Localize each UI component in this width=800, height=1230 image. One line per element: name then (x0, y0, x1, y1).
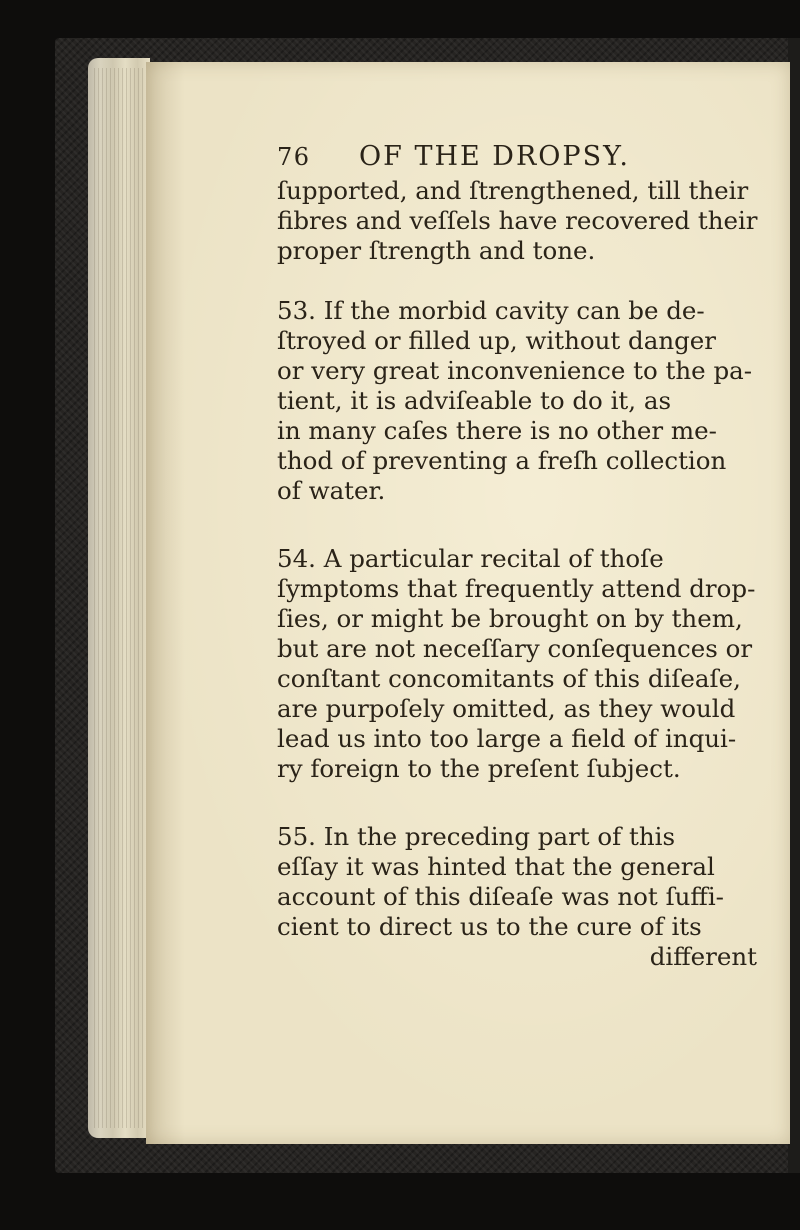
text-line: fibres and veſſels have recovered their (277, 206, 758, 235)
text-line: ſupported, and ſtrengthened, till their (277, 176, 749, 205)
text-line: tient, it is adviſeable to do it, as (277, 386, 672, 415)
page-text (277, 136, 757, 972)
running-title: OF THE DROPSY. (359, 141, 630, 172)
text-line: ry foreign to the preſent ſubject. (277, 754, 681, 783)
text-line: ſymptoms that frequently attend drop- (277, 574, 756, 603)
text-line: lead us into too large a field of inqui- (277, 724, 737, 753)
text-line: in many caſes there is no other me- (277, 416, 717, 445)
page-number: 76 (277, 143, 311, 171)
text-line: ſies, or might be brought on by them, (277, 604, 743, 633)
paragraph-gap (277, 784, 757, 822)
paragraph-54 (277, 544, 757, 784)
text-line: thod of preventing a freſh collection (277, 446, 727, 475)
text-line: 55. In the preceding part of this (277, 822, 676, 851)
text-line: account of this diſeaſe was not ſuffi- (277, 882, 724, 911)
paragraph-55 (277, 822, 757, 972)
page-edges (88, 58, 150, 1138)
text-line: or very great inconvenience to the pa- (277, 356, 753, 385)
text-line: of water. (277, 476, 386, 505)
paragraph-gap (277, 506, 757, 544)
text-line: eſſay it was hinted that the general (277, 852, 715, 881)
paragraph-gap (277, 266, 757, 296)
text-line: are purpoſely omitted, as they would (277, 694, 736, 723)
text-line: 53. If the morbid cavity can be de- (277, 296, 705, 325)
paragraph-53 (277, 296, 757, 506)
text-line: cient to direct us to the cure of its (277, 912, 702, 941)
text-line: conſtant concomitants of this diſeaſe, (277, 664, 741, 693)
text-line: 54. A particular recital of thoſe (277, 544, 664, 573)
text-line: proper ſtrength and tone. (277, 236, 596, 265)
text-line: but are not neceſſary conſequences or (277, 634, 753, 663)
text-line: ſtroyed or filled up, without danger (277, 326, 717, 355)
paragraph-continuation (277, 176, 757, 266)
catchword: different (649, 942, 757, 971)
running-head (277, 136, 757, 176)
